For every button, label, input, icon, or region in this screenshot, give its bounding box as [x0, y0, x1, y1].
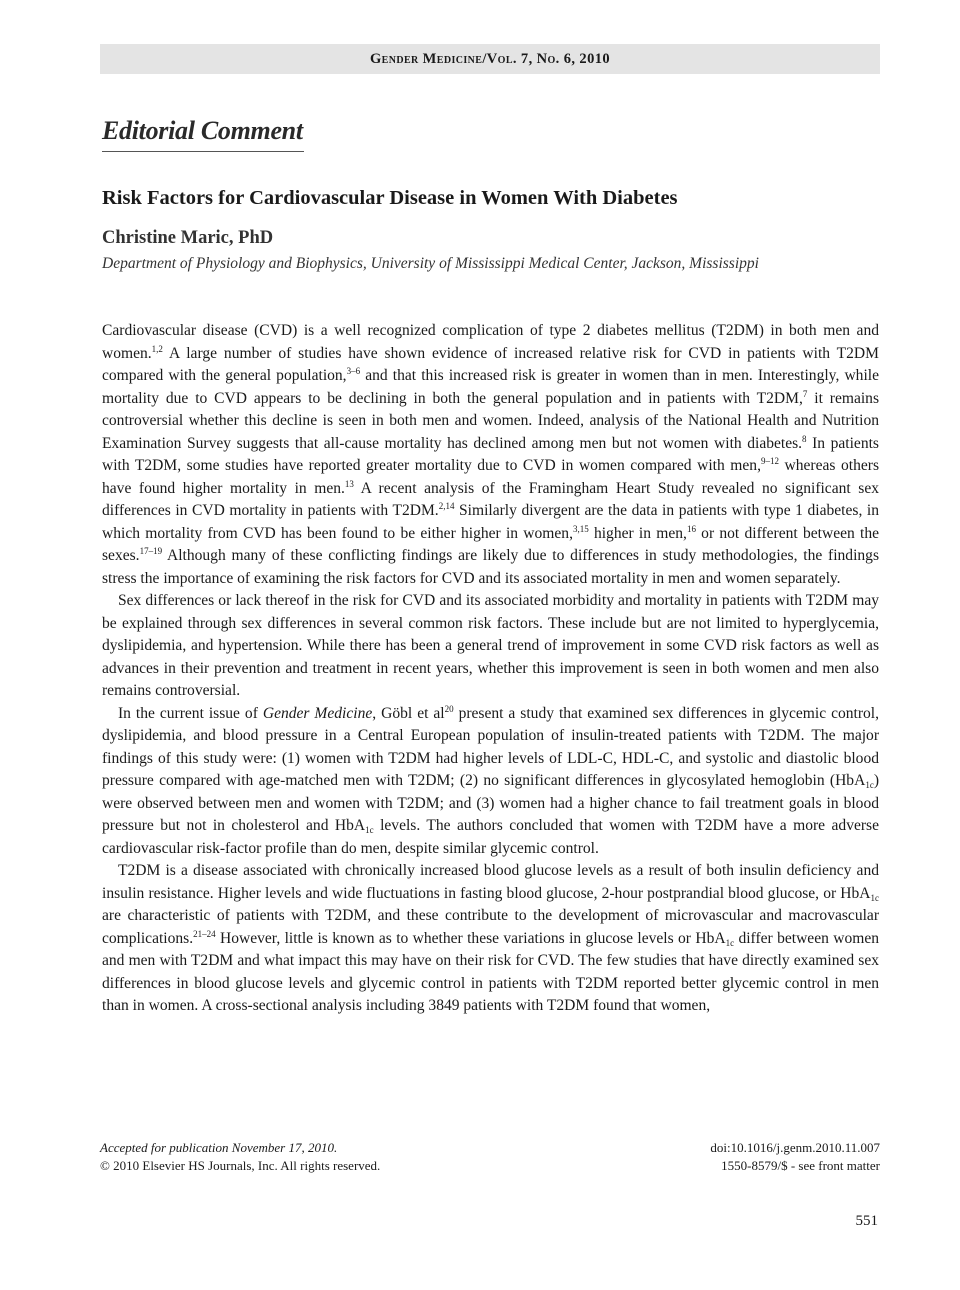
footer-publication-info	[100, 1139, 380, 1175]
author-affiliation: Department of Physiology and Biophysics, University of Mississippi Medical Center, Jackson, Mississippi	[102, 255, 759, 272]
section-label: Editorial Comment	[102, 116, 303, 145]
doi: doi:10.1016/j.genm.2010.11.007	[710, 1140, 880, 1155]
footer-identifiers	[710, 1139, 880, 1175]
page-number: 551	[855, 1213, 878, 1229]
paragraph-3: In the current issue of Gender Medicine, Göbl et $al^{20}$ present a study that examined sex differences in glycemic control, dyslipidemia, and blood pressure in a Central European population of insulin-treated patients with T2DM. The major findings of this study were: (1) women with T2DM had higher levels of LDL-C, HDL-C, and systolic and diastolic blood pressure compared with age-matched men with T2DM; (2) no significant differences in glycosylated hemoglobin (HbA$_{1c}$) were observed between men and women with T2DM; and (3) women had a higher chance to fail treatment goals in blood pressure but not in cholesterol and HbA$_{1c}$ levels. The authors concluded that women with T2DM have a more adverse cardiovascular risk-factor profile than do men, despite similar glycemic control.	[102, 703, 879, 857]
article-title: Risk Factors for Cardiovascular Disease in Women With Diabetes	[102, 187, 678, 209]
journal-citation: Gender Medicine/Vol. 7, No. 6, 2010	[369, 51, 611, 67]
article-author: Christine Maric, PhD	[102, 228, 274, 248]
issn: 1550-8579/$ - see front matter	[721, 1158, 880, 1173]
copyright-notice: © 2010 Elsevier HS Journals, Inc. All rights reserved.	[100, 1158, 381, 1173]
journal-name-italic: Gender Medicine	[262, 704, 373, 722]
paragraph-2: Sex differences or lack thereof in the risk for CVD and its associated morbidity and mortality in patients with T2DM may be explained through sex differences in several common risk factors. These include but are not limited to hyperglycemia, dyslipidemia, and hypertension. While there has been a general trend of improvement in some CVD risk factors as well as advances in their prevention and treatment in recent years, whether this improvement is seen in both women and men also remains controversial.	[102, 592, 879, 699]
article-body	[102, 320, 879, 1018]
paragraph-4: T2DM is a disease associated with chronically increased blood glucose levels as a result of both insulin deficiency and insulin resistance. Higher levels and wide fluctuations in fasting blood glucose, 2-hour postprandial blood glucose, or HbA$_{1c}$ are characteristic of patients with T2DM, and these contribute to the development of microvascular and macrovascular complications.$^{21-24}$ However, little is known as to whether these variations in glucose levels or HbA$_{1c}$ differ between women and men with T2DM and what impact this may have on their risk for CVD. The few studies that have directly examined sex differences in blood glucose levels and glycemic control in patients with T2DM reported better glycemic control in men than in women. A cross-sectional analysis including 3849 patients with T2DM found that women,	[102, 862, 880, 1014]
section-underline	[102, 151, 304, 152]
accepted-date: Accepted for publication November 17, 2010.	[100, 1140, 338, 1155]
journal-header	[100, 44, 880, 74]
paragraph-1: Cardiovascular disease (CVD) is a well recognized complication of type 2 diabetes mellitus (T2DM) in both men and women.$^{1,2}$ A large number of studies have shown evidence of increased relative risk for CVD in patients with T2DM compared with the general population,$^{3-6}$ and that this increased risk is greater in women than in men. Interestingly, while mortality due to CVD appears to be declining in both the general population and in patients with T2DM,$^7$ it remains controversial whether this decline is seen in both men and women. Indeed, analysis of the National Health and Nutrition Examination Survey suggests that all-cause mortality has declined among men but not women with diabetes.$^8$ In patients with T2DM, some studies have reported greater mortality due to CVD in women compared with men,$^{9-12}$ whereas others have found higher mortality in men.$^{13}$ A recent analysis of the Framingham Heart Study revealed no significant sex differences in CVD mortality in patients with T2DM.$^{2,14}$ Similarly divergent are the data in patients with type 1 diabetes, in which mortality from CVD has been found to be either higher in women,$^{3,15}$ higher in men,$^{16}$ or not different between the sexes.$^{17-19}$ Although many of these conflicting findings are likely due to differences in study methodologies, the findings stress the importance of examining the risk factors for CVD and its associated mortality in men and women separately.	[102, 322, 880, 587]
